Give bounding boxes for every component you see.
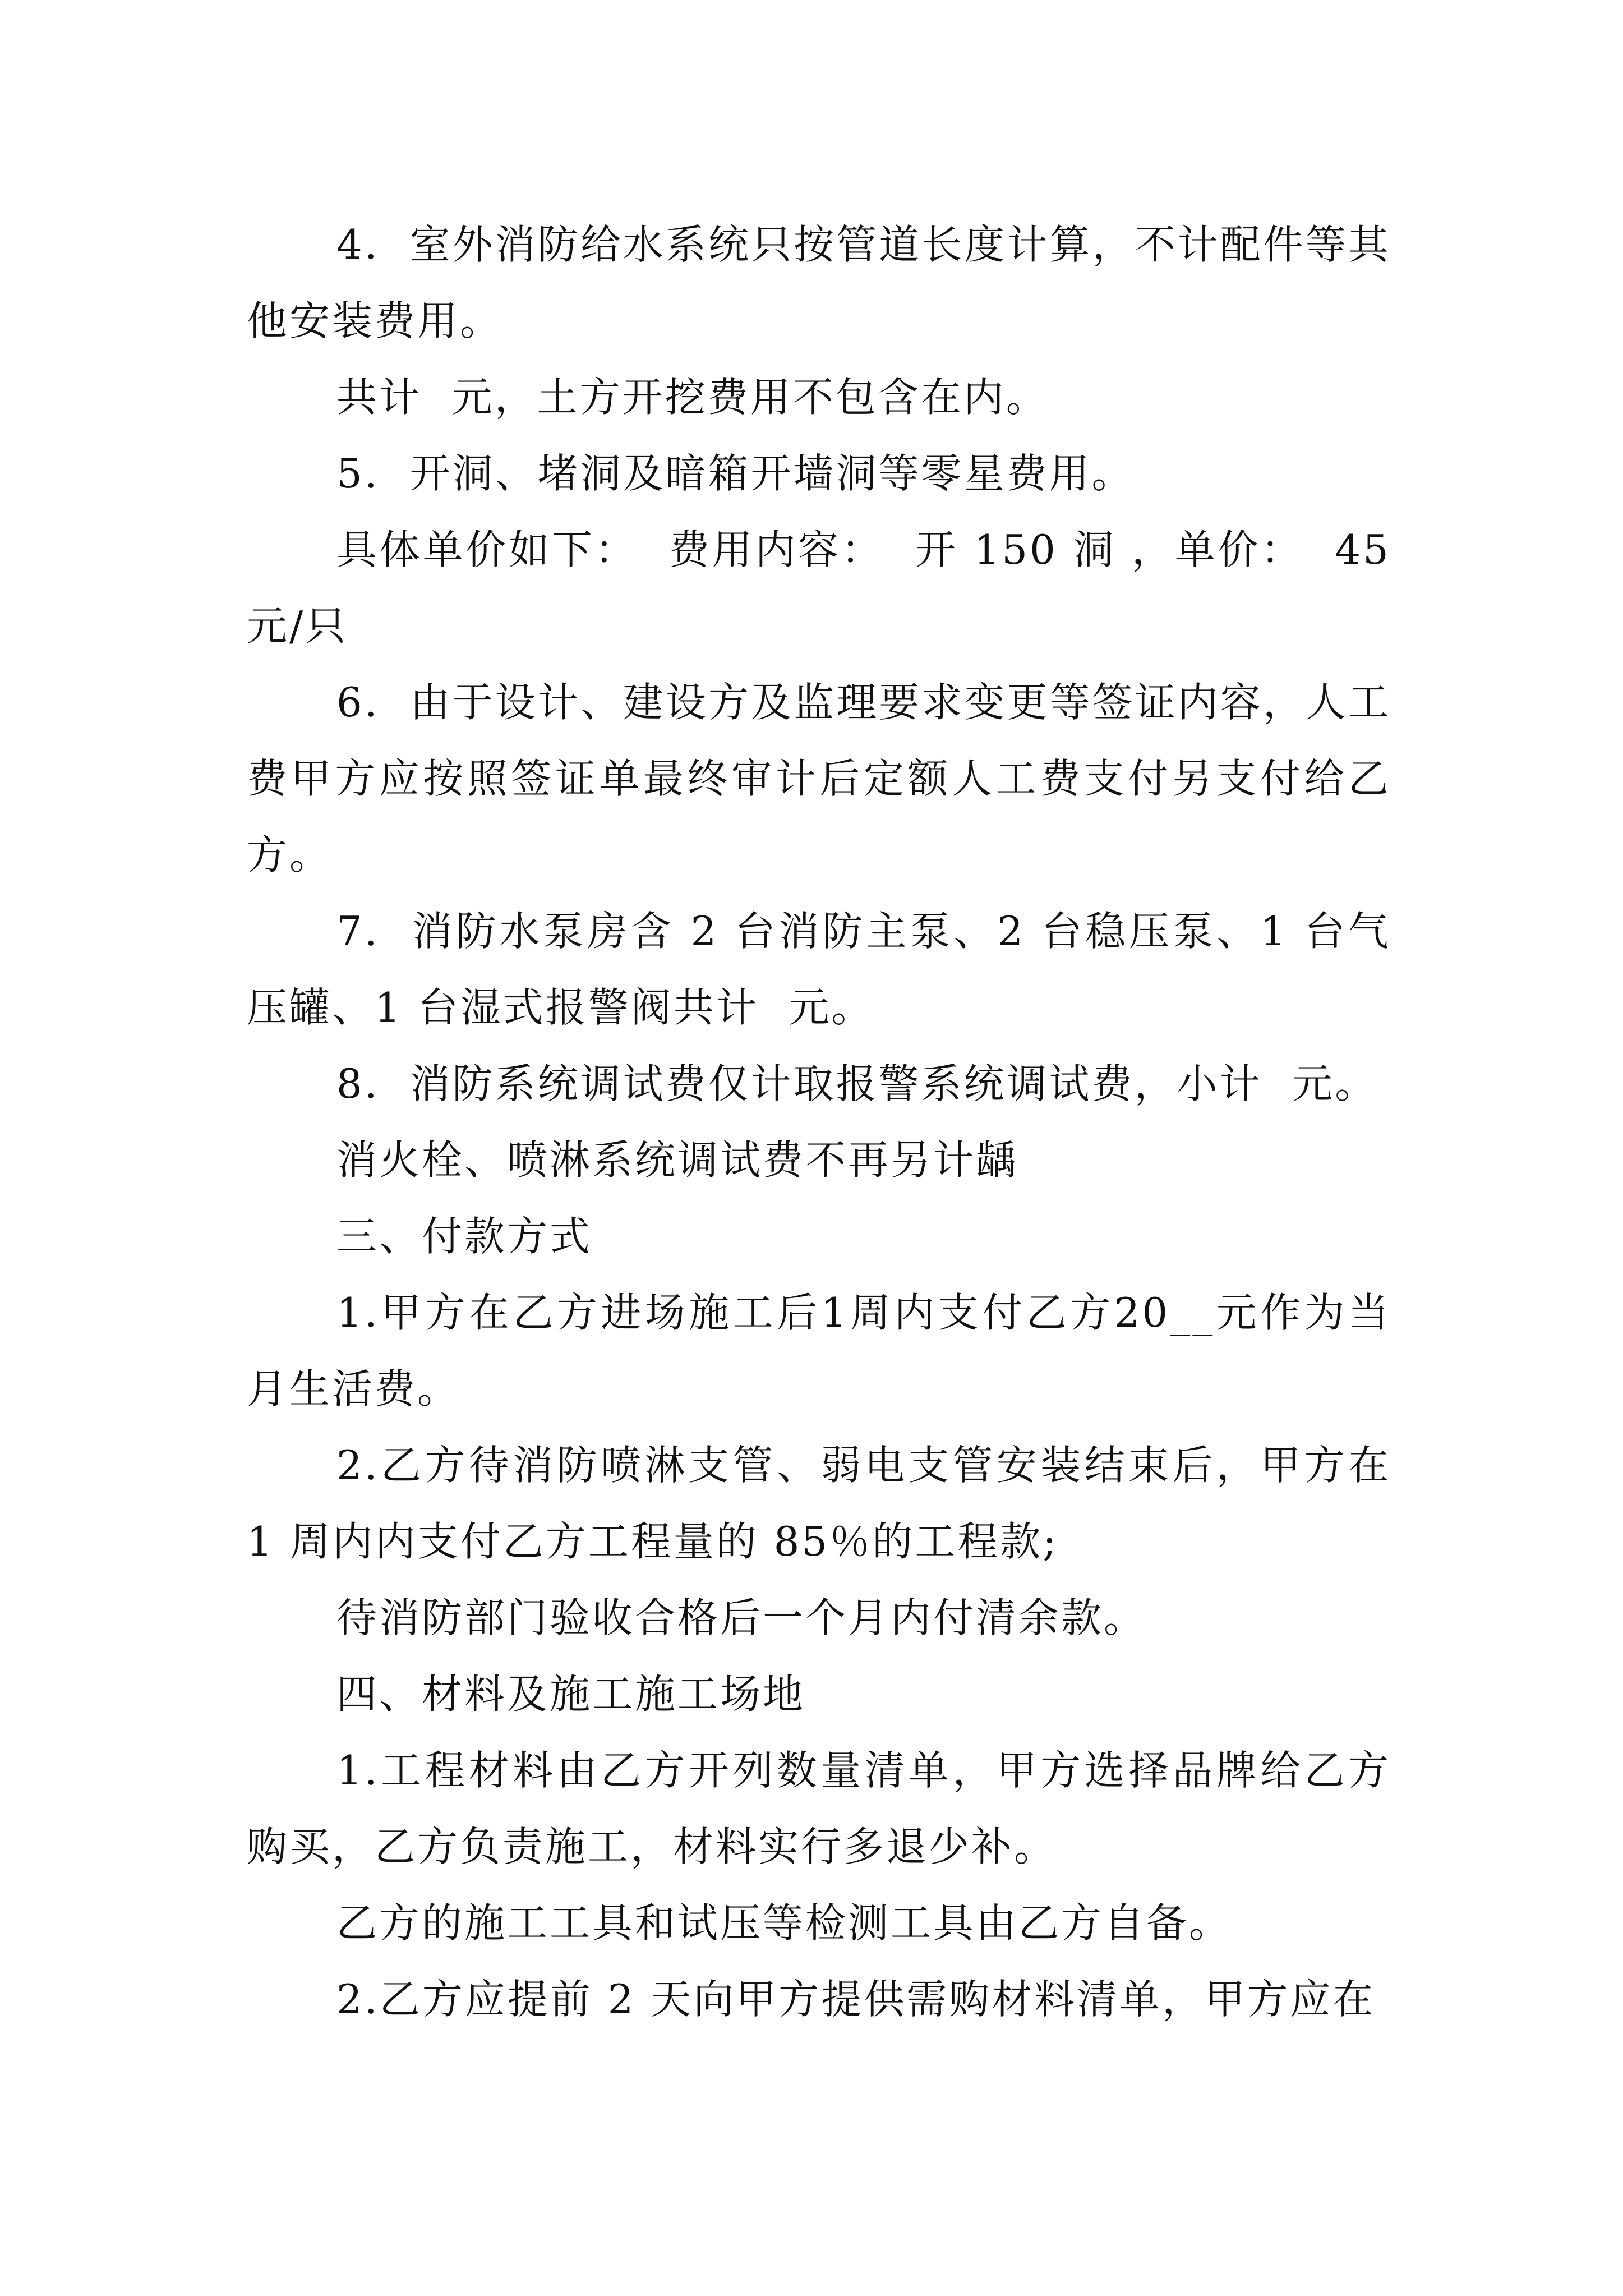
paragraph-materials-2: 2.乙方应提前 2 天向甲方提供需购材料清单，甲方应在: [336, 1976, 1376, 2023]
paragraph-hydrant-note: 消火栓、喷淋系统调试费不再另计龋: [336, 1137, 1019, 1184]
paragraph-payment-1: 1.甲方在乙方进场施工后1周内支付乙方20__元作为当月生活费。: [247, 1289, 1391, 1412]
paragraph-total-cost: 共计 元，土方开挖费用不包含在内。: [336, 374, 1049, 421]
paragraph-payment-balance: 待消防部门验收合格后一个月内付清余款。: [336, 1594, 1147, 1641]
document-body: [247, 206, 1406, 2037]
paragraph-item-6: 6. 由于设计、建设方及监理要求变更等签证内容，人工费甲方应按照签证单最终审计后定额人工费支付另支付给乙方。: [247, 679, 1391, 878]
paragraph-item-5: 5. 开洞、堵洞及暗箱开墙洞等零星费用。: [336, 450, 1135, 497]
paragraph-tools: 乙方的施工工具和试压等检测工具由乙方自备。: [336, 1899, 1232, 1947]
paragraph-unit-price: 具体单价如下： 费用内容： 开 150 洞 ，单价： 45 元/只: [247, 526, 1406, 650]
paragraph-item-8: 8. 消防系统调试费仅计取报警系统调试费，小计 元。: [336, 1060, 1378, 1107]
paragraph-item-7: 7. 消防水泵房含 2 台消防主泵、2 台稳压泵、1 台气压罐、1 台湿式报警阀共计 元。: [247, 908, 1391, 1031]
paragraph-materials-1: 1.工程材料由乙方开列数量清单，甲方选择品牌给乙方购买，乙方负责施工，材料实行多退少补。: [247, 1747, 1391, 1870]
section-heading-materials: 四、材料及施工施工场地: [336, 1671, 806, 1718]
paragraph-payment-2: 2.乙方待消防喷淋支管、弱电支管安装结束后，甲方在 1 周内内支付乙方工程量的 85％的工程款;: [247, 1442, 1406, 1565]
section-heading-payment: 三、付款方式: [336, 1213, 593, 1260]
paragraph-item-4: 4. 室外消防给水系统只按管道长度计算，不计配件等其他安装费用。: [247, 221, 1391, 344]
